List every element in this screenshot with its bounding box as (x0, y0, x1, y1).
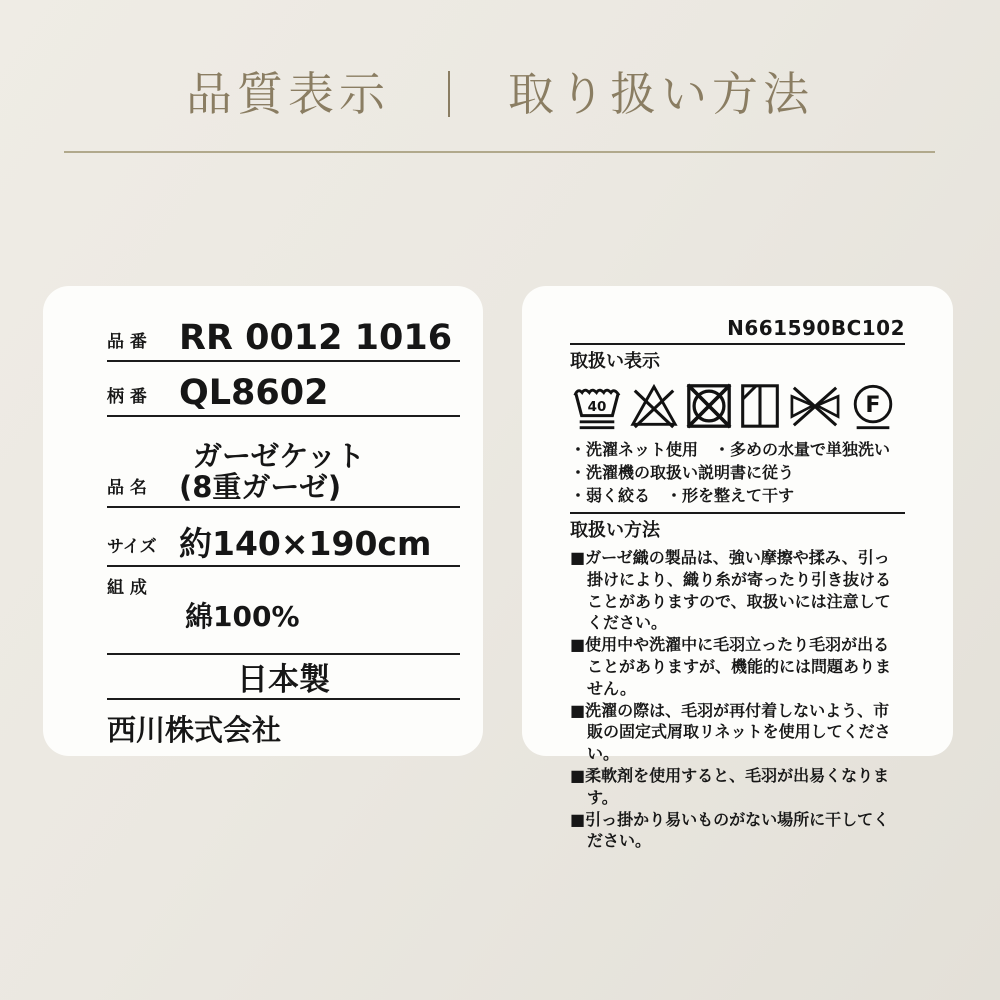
wash-40-icon (570, 381, 624, 431)
product-name-row (107, 417, 460, 508)
header-handling-title: 取り扱い方法 (508, 67, 814, 121)
composition-row (107, 567, 460, 655)
item-number-label: 品 番 (107, 332, 147, 352)
divider-line (570, 343, 905, 345)
divider-line (570, 512, 905, 514)
do-not-wring-icon (786, 381, 844, 431)
size-label: サイズ (107, 537, 157, 557)
do-not-tumble-dry-icon (684, 381, 734, 431)
product-name-line2: (8重ガーゼ) (179, 470, 342, 504)
pattern-number-label: 柄 番 (107, 387, 147, 407)
item-number-value: RR 0012 1016 (179, 318, 453, 359)
product-name-line1: ガーゼケット (193, 439, 365, 473)
size-row (107, 508, 460, 567)
header-divider (448, 71, 450, 117)
dry-clean-f-icon (848, 381, 898, 431)
product-name-value (179, 441, 365, 503)
handling-title: 取扱い方法 (570, 520, 660, 541)
header-rule (64, 151, 935, 153)
handling-items (570, 547, 905, 852)
item-number-row (107, 314, 460, 362)
care-notes (570, 438, 905, 507)
pattern-number-value: QL8602 (179, 373, 329, 414)
origin-value: 日本製 (237, 662, 330, 698)
company-name: 西川株式会社 (107, 713, 282, 747)
page-header (0, 68, 1000, 120)
pattern-number-row (107, 362, 460, 417)
shade-hang-dry-icon (738, 381, 782, 431)
list-item: ■引っ掛かり易いものがない場所に干してください。 (570, 809, 890, 851)
wash-temp-number: 40 (587, 399, 607, 415)
list-item: ■柔軟剤を使用すると、毛羽が出易くなります。 (570, 765, 890, 807)
composition-value: 綿100% (185, 600, 300, 633)
dry-clean-letter: F (865, 391, 881, 418)
list-item: ■ガーゼ織の製品は、強い摩擦や揉み、引っ掛けにより、織り糸が寄ったり引き抜けることがありますので、取扱いには注意してください。 (570, 548, 892, 633)
product-name-label: 品 名 (107, 478, 147, 498)
quality-label-card (43, 286, 483, 756)
list-item: ・弱く絞る ・形を整えて干す (570, 486, 795, 505)
list-item: ■洗濯の際は、毛羽が再付着しないよう、市販の固定式屑取リネットを使用してください。 (570, 700, 891, 764)
list-item: ・洗濯機の取扱い説明書に従う (570, 463, 795, 482)
size-value: 約140×190cm (179, 524, 432, 564)
label-code: N661590BC102 (727, 316, 905, 340)
care-symbols-row (570, 379, 905, 431)
do-not-bleach-icon (628, 381, 680, 431)
composition-label: 組 成 (107, 578, 147, 598)
care-label-card (522, 286, 953, 851)
list-item: ・洗濯ネット使用 ・多めの水量で単独洗い (570, 440, 891, 459)
list-item: ■使用中や洗濯中に毛羽立ったり毛羽が出ることがありますが、機能的には問題ありません。 (570, 635, 892, 698)
care-symbols-title: 取扱い表示 (570, 351, 660, 372)
header-quality-title: 品質表示 (186, 67, 390, 121)
origin-row (107, 655, 460, 700)
